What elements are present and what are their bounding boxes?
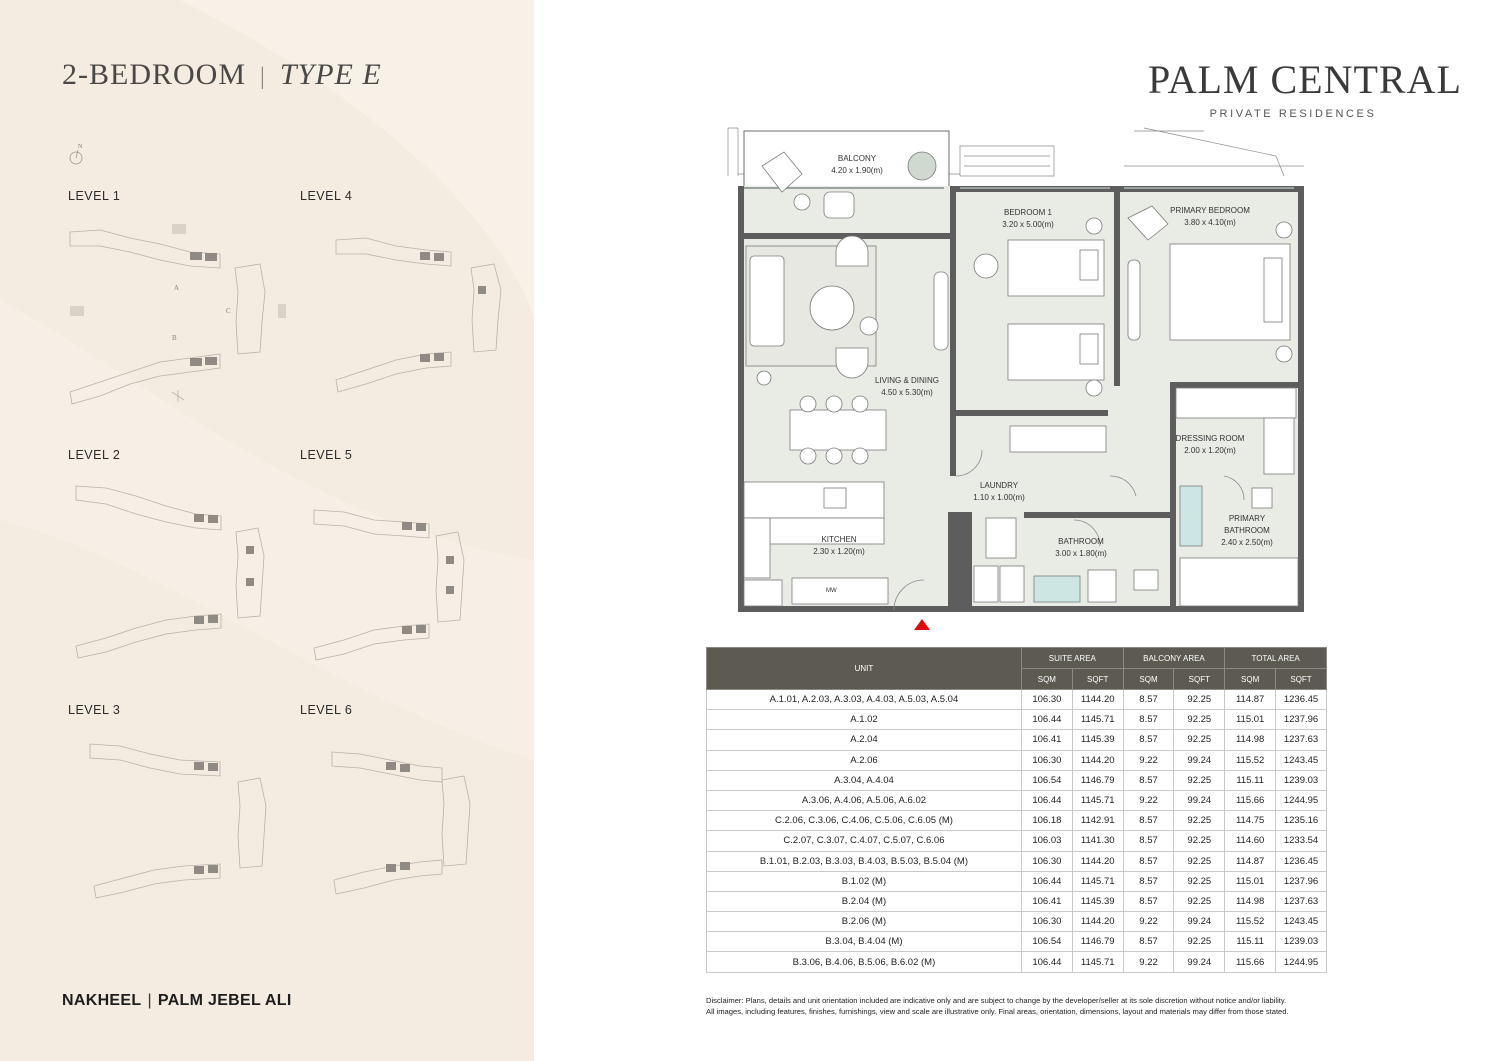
table-cell-total-sqm: 115.66	[1225, 952, 1276, 972]
header-balcony-sqm: SQM	[1123, 669, 1174, 690]
table-cell-suite-sqft: 1144.20	[1072, 750, 1123, 770]
table-cell-unit: A.1.01, A.2.03, A.3.03, A.4.03, A.5.03, A.5.04	[707, 690, 1022, 710]
palm-central-logo	[1148, 57, 1462, 120]
table-cell-total-sqm: 115.01	[1225, 871, 1276, 891]
table-row	[707, 851, 1327, 871]
header-total-sqft: SQFT	[1276, 669, 1327, 690]
level-label-1: LEVEL 1	[68, 189, 121, 203]
table-row	[707, 871, 1327, 891]
table-cell-total-sqft: 1237.96	[1276, 710, 1327, 730]
table-cell-total-sqm: 114.60	[1225, 831, 1276, 851]
table-cell-total-sqft: 1243.45	[1276, 912, 1327, 932]
table-cell-total-sqft: 1236.45	[1276, 690, 1327, 710]
table-cell-balcony-sqm: 8.57	[1123, 710, 1174, 730]
table-cell-total-sqft: 1236.45	[1276, 851, 1327, 871]
table-cell-balcony-sqm: 8.57	[1123, 871, 1174, 891]
table-cell-total-sqm: 115.11	[1225, 770, 1276, 790]
table-cell-total-sqft: 1237.63	[1276, 730, 1327, 750]
table-cell-total-sqm: 115.66	[1225, 790, 1276, 810]
header-total-sqm: SQM	[1225, 669, 1276, 690]
table-cell-total-sqft: 1243.45	[1276, 750, 1327, 770]
level-label-6: LEVEL 6	[300, 703, 353, 717]
table-row	[707, 952, 1327, 972]
block-label-c: C	[226, 307, 231, 315]
room-name-laundry: LAUNDRY	[979, 481, 1019, 490]
compass-label: N	[78, 144, 83, 150]
table-row	[707, 912, 1327, 932]
table-cell-total-sqm: 114.98	[1225, 891, 1276, 911]
table-cell-balcony-sqm: 8.57	[1123, 690, 1174, 710]
table-cell-balcony-sqm: 9.22	[1123, 790, 1174, 810]
table-cell-balcony-sqft: 92.25	[1174, 770, 1225, 790]
table-cell-unit: B.1.02 (M)	[707, 871, 1022, 891]
key-plan-level-4	[326, 220, 526, 400]
room-size-dressing-room: 2.00 x 1.20(m)	[1184, 446, 1236, 455]
key-plan-level-3	[84, 736, 284, 906]
compass-icon	[64, 140, 94, 170]
table-row	[707, 790, 1327, 810]
table-cell-unit: B.3.06, B.4.06, B.5.06, B.6.02 (M)	[707, 952, 1022, 972]
table-cell-balcony-sqm: 9.22	[1123, 912, 1174, 932]
table-cell-suite-sqm: 106.03	[1021, 831, 1072, 851]
key-plan-level-5	[304, 500, 504, 670]
table-row	[707, 811, 1327, 831]
airplane-icon	[172, 390, 184, 402]
room-size-balcony: 4.20 x 1.90(m)	[831, 166, 883, 175]
table-cell-balcony-sqm: 9.22	[1123, 952, 1174, 972]
header-balcony-sqft: SQFT	[1174, 669, 1225, 690]
table-cell-total-sqft: 1233.54	[1276, 831, 1327, 851]
table-cell-suite-sqm: 106.18	[1021, 811, 1072, 831]
table-cell-suite-sqft: 1144.20	[1072, 851, 1123, 871]
header-total-area: TOTAL AREA	[1225, 648, 1327, 669]
table-cell-balcony-sqft: 99.24	[1174, 790, 1225, 810]
table-row	[707, 770, 1327, 790]
table-cell-total-sqm: 115.52	[1225, 750, 1276, 770]
table-cell-balcony-sqft: 92.25	[1174, 891, 1225, 911]
table-cell-total-sqft: 1237.63	[1276, 891, 1327, 911]
table-cell-total-sqft: 1244.95	[1276, 952, 1327, 972]
table-cell-suite-sqm: 106.30	[1021, 690, 1072, 710]
room-size-laundry: 1.10 x 1.00(m)	[973, 493, 1025, 502]
table-cell-balcony-sqm: 8.57	[1123, 932, 1174, 952]
key-plan-level-2	[66, 476, 286, 666]
table-cell-suite-sqft: 1145.71	[1072, 952, 1123, 972]
table-row	[707, 891, 1327, 911]
table-cell-balcony-sqm: 8.57	[1123, 851, 1174, 871]
key-plan-level-6	[324, 740, 514, 900]
table-cell-balcony-sqft: 99.24	[1174, 750, 1225, 770]
table-cell-suite-sqft: 1145.39	[1072, 730, 1123, 750]
table-cell-suite-sqft: 1141.30	[1072, 831, 1123, 851]
table-cell-suite-sqm: 106.44	[1021, 710, 1072, 730]
key-plan-level-1	[60, 212, 300, 412]
table-row	[707, 690, 1327, 710]
table-cell-unit: B.1.01, B.2.03, B.3.03, B.4.03, B.5.03, B.5.04 (M)	[707, 851, 1022, 871]
table-cell-unit: A.3.06, A.4.06, A.5.06, A.6.02	[707, 790, 1022, 810]
room-name-balcony: BALCONY	[837, 154, 877, 163]
table-cell-suite-sqft: 1145.71	[1072, 710, 1123, 730]
table-cell-total-sqft: 1237.96	[1276, 871, 1327, 891]
table-cell-suite-sqm: 106.54	[1021, 932, 1072, 952]
table-cell-suite-sqm: 106.41	[1021, 891, 1072, 911]
table-cell-balcony-sqft: 92.25	[1174, 710, 1225, 730]
table-cell-balcony-sqft: 92.25	[1174, 932, 1225, 952]
table-cell-suite-sqm: 106.41	[1021, 730, 1072, 750]
room-name-living-dining: LIVING & DINING	[874, 376, 940, 385]
table-cell-suite-sqft: 1144.20	[1072, 690, 1123, 710]
developer-name: NAKHEEL	[62, 992, 142, 1009]
table-cell-balcony-sqm: 8.57	[1123, 811, 1174, 831]
table-cell-unit: B.3.04, B.4.04 (M)	[707, 932, 1022, 952]
footer-separator: |	[147, 992, 152, 1009]
entry-marker-icon	[914, 619, 930, 630]
room-size-living-dining: 4.50 x 5.30(m)	[881, 388, 933, 397]
header-balcony-area: BALCONY AREA	[1123, 648, 1225, 669]
block-label-b: B	[172, 334, 177, 342]
table-cell-balcony-sqft: 99.24	[1174, 952, 1225, 972]
table-cell-suite-sqft: 1145.71	[1072, 871, 1123, 891]
table-cell-balcony-sqm: 8.57	[1123, 730, 1174, 750]
room-name-primary-bedroom: PRIMARY BEDROOM	[1170, 206, 1250, 215]
disclaimer-line-1: Disclaimer: Plans, details and unit orientation included are indicative only and are subject to change by the developer/seller at its sole discretion without notice and/or liability.	[706, 996, 1287, 1005]
table-cell-balcony-sqft: 92.25	[1174, 811, 1225, 831]
page-title	[62, 58, 382, 92]
title-type: TYPE E	[279, 58, 382, 91]
left-panel	[0, 0, 534, 1061]
table-cell-unit: C.2.06, C.3.06, C.4.06, C.5.06, C.6.05 (M)	[707, 811, 1022, 831]
table-row	[707, 831, 1327, 851]
table-cell-suite-sqm: 106.44	[1021, 871, 1072, 891]
table-cell-total-sqm: 114.87	[1225, 690, 1276, 710]
table-row	[707, 710, 1327, 730]
table-cell-suite-sqm: 106.54	[1021, 770, 1072, 790]
title-separator: |	[260, 64, 266, 90]
table-cell-balcony-sqm: 8.57	[1123, 770, 1174, 790]
table-cell-balcony-sqft: 92.25	[1174, 730, 1225, 750]
header-suite-area: SUITE AREA	[1021, 648, 1123, 669]
table-cell-suite-sqm: 106.44	[1021, 790, 1072, 810]
table-cell-suite-sqft: 1145.71	[1072, 790, 1123, 810]
project-name: PALM JEBEL ALI	[157, 992, 292, 1009]
level-label-5: LEVEL 5	[300, 448, 353, 462]
table-cell-total-sqft: 1239.03	[1276, 932, 1327, 952]
header-unit: UNIT	[707, 648, 1022, 690]
table-cell-suite-sqft: 1144.20	[1072, 912, 1123, 932]
room-size-kitchen: 2.30 x 1.20(m)	[813, 547, 865, 556]
table-cell-unit: B.2.04 (M)	[707, 891, 1022, 911]
table-cell-unit: A.2.06	[707, 750, 1022, 770]
table-cell-balcony-sqft: 92.25	[1174, 690, 1225, 710]
room-name-kitchen: KITCHEN	[821, 535, 857, 544]
table-cell-total-sqm: 115.01	[1225, 710, 1276, 730]
disclaimer-line-2: All images, including features, finishes, furnishings, view and scale are illustrative only. Final areas, orientation, dimensions, layout and materials may differ from those stated.	[706, 1007, 1289, 1016]
floor-plan	[724, 126, 1312, 614]
table-row	[707, 932, 1327, 952]
table-cell-unit: C.2.07, C.3.07, C.4.07, C.5.07, C.6.06	[707, 831, 1022, 851]
header-suite-sqft: SQFT	[1072, 669, 1123, 690]
table-cell-balcony-sqm: 8.57	[1123, 891, 1174, 911]
level-label-2: LEVEL 2	[68, 448, 121, 462]
table-row	[707, 750, 1327, 770]
room-size-bedroom-1: 3.20 x 5.00(m)	[1002, 220, 1054, 229]
room-size-primary-bedroom: 3.80 x 4.10(m)	[1184, 218, 1236, 227]
table-cell-balcony-sqft: 92.25	[1174, 871, 1225, 891]
table-cell-unit: A.3.04, A.4.04	[707, 770, 1022, 790]
block-label-a: A	[174, 284, 180, 292]
disclaimer	[706, 995, 1346, 1017]
table-cell-total-sqm: 115.11	[1225, 932, 1276, 952]
room-name-bathroom: BATHROOM	[1058, 537, 1104, 546]
table-row	[707, 730, 1327, 750]
table-cell-total-sqm: 115.52	[1225, 912, 1276, 932]
table-cell-suite-sqft: 1142.91	[1072, 811, 1123, 831]
level-label-4: LEVEL 4	[300, 189, 353, 203]
table-cell-total-sqm: 114.87	[1225, 851, 1276, 871]
microwave-label: MW	[826, 588, 837, 594]
brand-footer	[62, 992, 292, 1010]
table-cell-unit: A.2.04	[707, 730, 1022, 750]
logo-name: PALM CENTRAL	[1148, 57, 1462, 102]
table-cell-balcony-sqft: 92.25	[1174, 831, 1225, 851]
table-cell-suite-sqm: 106.30	[1021, 851, 1072, 871]
table-cell-suite-sqft: 1145.39	[1072, 891, 1123, 911]
table-cell-unit: A.1.02	[707, 710, 1022, 730]
table-cell-balcony-sqm: 9.22	[1123, 750, 1174, 770]
table-cell-suite-sqm: 106.30	[1021, 750, 1072, 770]
table-cell-suite-sqft: 1146.79	[1072, 770, 1123, 790]
table-cell-total-sqm: 114.98	[1225, 730, 1276, 750]
table-cell-suite-sqm: 106.30	[1021, 912, 1072, 932]
room-name2-primary-bathroom: BATHROOM	[1224, 526, 1270, 535]
room-size-primary-bathroom: 2.40 x 2.50(m)	[1221, 538, 1273, 547]
title-bedroom: 2-BEDROOM	[62, 58, 247, 91]
room-name-bedroom-1: BEDROOM 1	[1003, 208, 1053, 217]
area-table-body	[707, 690, 1327, 973]
level-label-3: LEVEL 3	[68, 703, 121, 717]
table-cell-total-sqft: 1235.16	[1276, 811, 1327, 831]
table-cell-balcony-sqft: 92.25	[1174, 851, 1225, 871]
table-cell-balcony-sqft: 99.24	[1174, 912, 1225, 932]
room-name-primary-bathroom: PRIMARY	[1228, 514, 1266, 523]
table-cell-suite-sqm: 106.44	[1021, 952, 1072, 972]
table-cell-total-sqft: 1244.95	[1276, 790, 1327, 810]
header-suite-sqm: SQM	[1021, 669, 1072, 690]
table-cell-suite-sqft: 1146.79	[1072, 932, 1123, 952]
table-cell-balcony-sqm: 8.57	[1123, 831, 1174, 851]
table-cell-total-sqm: 114.75	[1225, 811, 1276, 831]
table-cell-total-sqft: 1239.03	[1276, 770, 1327, 790]
room-size-bathroom: 3.00 x 1.80(m)	[1055, 549, 1107, 558]
logo-tagline: PRIVATE RESIDENCES	[1209, 108, 1377, 120]
table-cell-unit: B.2.06 (M)	[707, 912, 1022, 932]
area-table	[706, 647, 1327, 973]
room-name-dressing-room: DRESSING ROOM	[1175, 434, 1245, 443]
